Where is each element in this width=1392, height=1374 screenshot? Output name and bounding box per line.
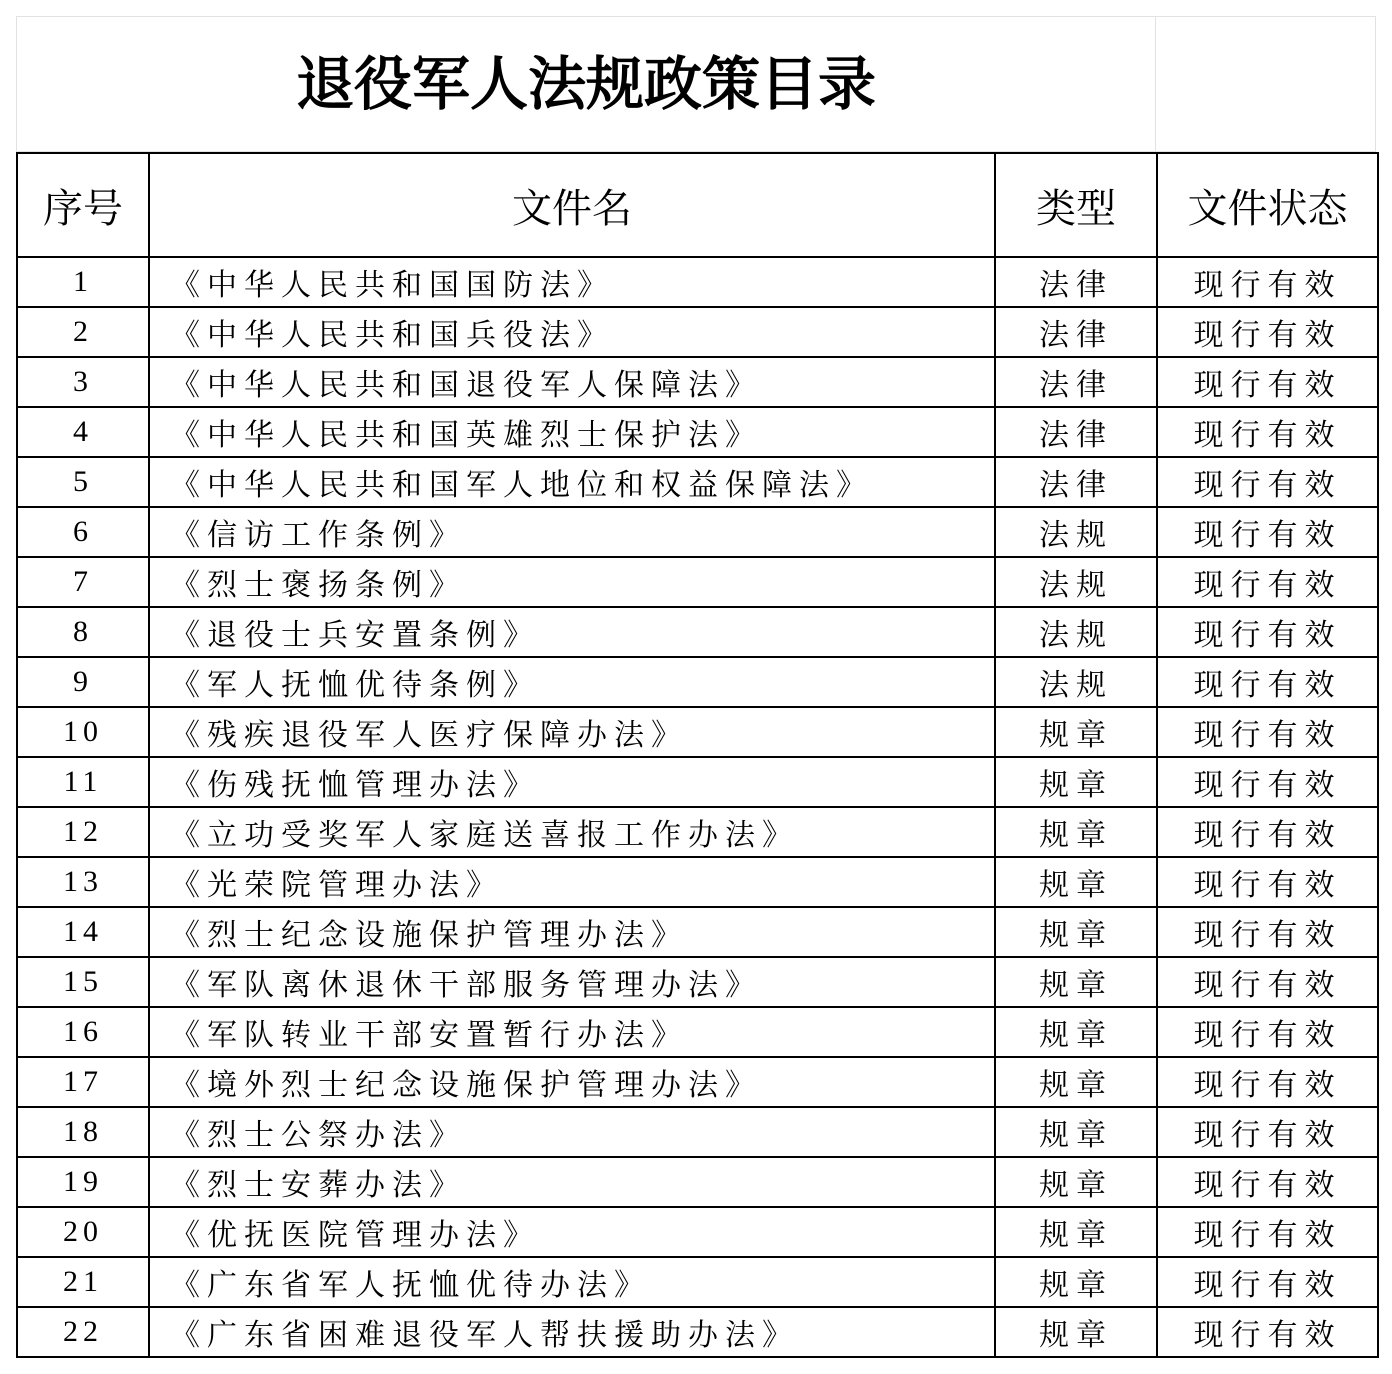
- row-name: 《中华人民共和国英雄烈士保护法》: [149, 407, 995, 457]
- table-row: [17, 557, 1378, 607]
- row-type: 规章: [995, 957, 1157, 1007]
- row-name: 《信访工作条例》: [149, 507, 995, 557]
- row-index: 17: [17, 1057, 149, 1107]
- table-header-row: [17, 153, 1378, 257]
- table-row: [17, 307, 1378, 357]
- row-index: 2: [17, 307, 149, 357]
- table-row: [17, 857, 1378, 907]
- header-type: 类型: [995, 153, 1157, 257]
- table-row: [17, 707, 1378, 757]
- row-name: 《中华人民共和国退役军人保障法》: [149, 357, 995, 407]
- row-index: 5: [17, 457, 149, 507]
- row-index: 9: [17, 657, 149, 707]
- table-row: [17, 1057, 1378, 1107]
- table-row: [17, 457, 1378, 507]
- row-status: 现行有效: [1157, 557, 1378, 607]
- row-status: 现行有效: [1157, 357, 1378, 407]
- row-name: 《军队转业干部安置暂行办法》: [149, 1007, 995, 1057]
- row-status: 现行有效: [1157, 507, 1378, 557]
- row-name: 《广东省困难退役军人帮扶援助办法》: [149, 1307, 995, 1357]
- row-status: 现行有效: [1157, 1207, 1378, 1257]
- row-name: 《烈士褒扬条例》: [149, 557, 995, 607]
- row-status: 现行有效: [1157, 1057, 1378, 1107]
- table-row: [17, 907, 1378, 957]
- row-status: 现行有效: [1157, 1107, 1378, 1157]
- title-side-cell: [1156, 16, 1376, 152]
- row-name: 《光荣院管理办法》: [149, 857, 995, 907]
- row-index: 19: [17, 1157, 149, 1207]
- row-name: 《优抚医院管理办法》: [149, 1207, 995, 1257]
- row-status: 现行有效: [1157, 1257, 1378, 1307]
- row-name: 《军队离休退休干部服务管理办法》: [149, 957, 995, 1007]
- row-index: 11: [17, 757, 149, 807]
- row-name: 《广东省军人抚恤优待办法》: [149, 1257, 995, 1307]
- row-type: 规章: [995, 1257, 1157, 1307]
- row-type: 法律: [995, 407, 1157, 457]
- table-row: [17, 1307, 1378, 1357]
- table-row: [17, 657, 1378, 707]
- row-name: 《中华人民共和国军人地位和权益保障法》: [149, 457, 995, 507]
- row-status: 现行有效: [1157, 807, 1378, 857]
- row-name: 《军人抚恤优待条例》: [149, 657, 995, 707]
- table-row: [17, 757, 1378, 807]
- row-status: 现行有效: [1157, 757, 1378, 807]
- row-status: 现行有效: [1157, 457, 1378, 507]
- row-index: 12: [17, 807, 149, 857]
- row-type: 法规: [995, 557, 1157, 607]
- page-title: 退役军人法规政策目录: [295, 50, 876, 118]
- row-type: 规章: [995, 907, 1157, 957]
- row-name: 《立功受奖军人家庭送喜报工作办法》: [149, 807, 995, 857]
- row-name: 《烈士公祭办法》: [149, 1107, 995, 1157]
- row-index: 20: [17, 1207, 149, 1257]
- row-name: 《中华人民共和国兵役法》: [149, 307, 995, 357]
- row-type: 规章: [995, 757, 1157, 807]
- header-status: 文件状态: [1157, 153, 1378, 257]
- row-type: 规章: [995, 807, 1157, 857]
- row-index: 22: [17, 1307, 149, 1357]
- row-name: 《残疾退役军人医疗保障办法》: [149, 707, 995, 757]
- row-type: 规章: [995, 857, 1157, 907]
- header-index: 序号: [17, 153, 149, 257]
- row-type: 规章: [995, 1207, 1157, 1257]
- row-name: 《境外烈士纪念设施保护管理办法》: [149, 1057, 995, 1107]
- row-type: 法律: [995, 257, 1157, 307]
- row-status: 现行有效: [1157, 857, 1378, 907]
- row-index: 13: [17, 857, 149, 907]
- row-status: 现行有效: [1157, 707, 1378, 757]
- row-status: 现行有效: [1157, 1007, 1378, 1057]
- row-status: 现行有效: [1157, 257, 1378, 307]
- row-type: 法规: [995, 607, 1157, 657]
- row-status: 现行有效: [1157, 957, 1378, 1007]
- row-type: 法律: [995, 457, 1157, 507]
- row-index: 15: [17, 957, 149, 1007]
- row-index: 10: [17, 707, 149, 757]
- row-name: 《伤残抚恤管理办法》: [149, 757, 995, 807]
- row-index: 4: [17, 407, 149, 457]
- table-row: [17, 607, 1378, 657]
- row-type: 规章: [995, 1057, 1157, 1107]
- table-row: [17, 507, 1378, 557]
- row-type: 法律: [995, 307, 1157, 357]
- row-name: 《烈士安葬办法》: [149, 1157, 995, 1207]
- row-index: 18: [17, 1107, 149, 1157]
- row-status: 现行有效: [1157, 607, 1378, 657]
- row-type: 法规: [995, 657, 1157, 707]
- row-type: 规章: [995, 1107, 1157, 1157]
- row-status: 现行有效: [1157, 1157, 1378, 1207]
- row-index: 8: [17, 607, 149, 657]
- table-row: [17, 357, 1378, 407]
- row-type: 规章: [995, 1307, 1157, 1357]
- table-row: [17, 1207, 1378, 1257]
- row-index: 3: [17, 357, 149, 407]
- row-index: 14: [17, 907, 149, 957]
- row-index: 6: [17, 507, 149, 557]
- table-row: [17, 957, 1378, 1007]
- row-type: 规章: [995, 1157, 1157, 1207]
- table-row: [17, 1157, 1378, 1207]
- row-status: 现行有效: [1157, 657, 1378, 707]
- row-type: 规章: [995, 707, 1157, 757]
- row-index: 7: [17, 557, 149, 607]
- row-name: 《中华人民共和国国防法》: [149, 257, 995, 307]
- row-status: 现行有效: [1157, 907, 1378, 957]
- table-row: [17, 1257, 1378, 1307]
- row-type: 规章: [995, 1007, 1157, 1057]
- row-index: 16: [17, 1007, 149, 1057]
- table-row: [17, 257, 1378, 307]
- row-index: 21: [17, 1257, 149, 1307]
- policy-table: [16, 152, 1379, 1358]
- table-row: [17, 407, 1378, 457]
- row-name: 《烈士纪念设施保护管理办法》: [149, 907, 995, 957]
- row-type: 法律: [995, 357, 1157, 407]
- row-index: 1: [17, 257, 149, 307]
- row-status: 现行有效: [1157, 1307, 1378, 1357]
- table-row: [17, 807, 1378, 857]
- table-row: [17, 1107, 1378, 1157]
- table-row: [17, 1007, 1378, 1057]
- row-status: 现行有效: [1157, 407, 1378, 457]
- header-name: 文件名: [149, 153, 995, 257]
- row-status: 现行有效: [1157, 307, 1378, 357]
- row-type: 法规: [995, 507, 1157, 557]
- row-name: 《退役士兵安置条例》: [149, 607, 995, 657]
